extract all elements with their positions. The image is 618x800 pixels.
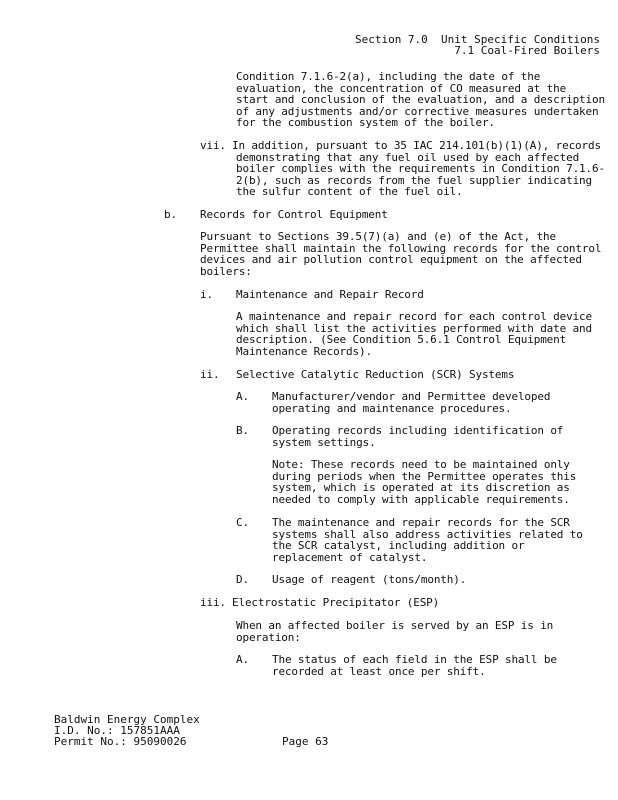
item-i-text: A maintenance and repair record for each control device which shall list the activities performed with date and description. (See Condition 5.6.1 Control Equipment Maintenance Records). bbox=[236, 310, 592, 358]
footer-facility-name: Baldwin Energy Complex bbox=[54, 713, 200, 726]
item-vii-text: In addition, pursuant to 35 IAC 214.101(b)(1)(A), records demonstrating that any fuel oil used by each affected boiler complies with the requirements in Condition 7.1.6- 2(b), such as records from the fuel supplier indicating the sulfur content of the fuel oil. bbox=[232, 139, 605, 199]
item-iii-A-label: A. bbox=[236, 653, 249, 666]
item-ii-D-text: Usage of reagent (tons/month). bbox=[272, 573, 467, 586]
item-iii-text: When an affected boiler is served by an ESP is in operation: bbox=[236, 619, 554, 644]
section-b-heading: Records for Control Equipment bbox=[200, 208, 388, 221]
note-paragraph: Note: These records need to be maintained only during periods when the Permittee operates this system, which is operated at its discretion as needed to comply with applicable requirements. bbox=[272, 458, 577, 506]
item-ii-number: ii. bbox=[200, 368, 220, 381]
item-ii-A-text: Manufacturer/vendor and Permittee developed operating and maintenance procedures. bbox=[272, 390, 551, 415]
item-i-heading: Maintenance and Repair Record bbox=[236, 288, 424, 301]
page-number: Page 63 bbox=[282, 735, 329, 748]
section-b-label: b. bbox=[164, 208, 177, 221]
page-footer bbox=[54, 714, 200, 747]
footer-id-number: I.D. No.: 157851AAA bbox=[54, 724, 180, 737]
item-ii-C-label: C. bbox=[236, 516, 249, 529]
item-ii-A-label: A. bbox=[236, 390, 249, 403]
header-section-title: Section 7.0 Unit Specific Conditions bbox=[354, 33, 600, 46]
item-ii-D-label: D. bbox=[236, 573, 249, 586]
item-iii-A-text: The status of each field in the ESP shall be recorded at least once per shift. bbox=[272, 653, 557, 678]
item-ii-heading: Selective Catalytic Reduction (SCR) Systems bbox=[236, 368, 515, 381]
paragraph-pursuant: Pursuant to Sections 39.5(7)(a) and (e) of the Act, the Permittee shall maintain the following records for the control devices and air pollution control equipment on the affected boilers: bbox=[200, 230, 602, 278]
item-ii-B-label: B. bbox=[236, 424, 249, 437]
item-ii-C-text: The maintenance and repair records for the SCR systems shall also address activities related to the SCR catalyst, including addition or replacement of catalyst. bbox=[272, 516, 583, 564]
item-vii-number: vii. bbox=[200, 139, 226, 152]
item-iii-heading: Electrostatic Precipitator (ESP) bbox=[232, 596, 440, 609]
header-subsection-title: 7.1 Coal-Fired Boilers bbox=[454, 44, 600, 57]
page-header bbox=[355, 34, 600, 56]
footer-permit-number: Permit No.: 95090026 bbox=[54, 735, 187, 748]
item-ii-B-text: Operating records including identification of system settings. bbox=[272, 424, 564, 449]
item-iii-number: iii. bbox=[200, 596, 226, 609]
paragraph-condition-continuation: Condition 7.1.6-2(a), including the date of the evaluation, the concentration of CO measured at the start and conclusion of the evaluation, and a description of any adjustments and/or corrective measures undertaken for the combustion system of the boiler. bbox=[236, 70, 605, 130]
item-i-number: i. bbox=[200, 288, 213, 301]
